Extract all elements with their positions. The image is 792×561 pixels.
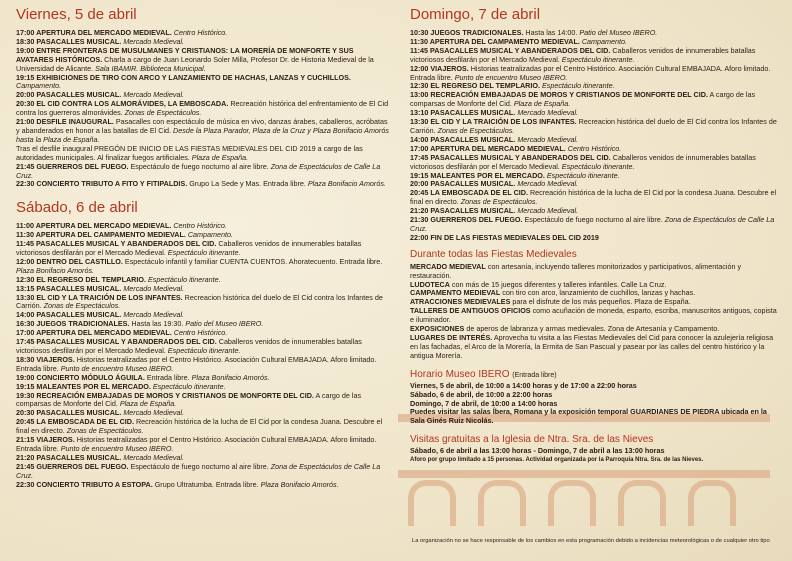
- event-heading: 19:15 MALEANTES POR EL MERCADO.: [16, 381, 151, 391]
- event-heading: 13:15 PASACALLES MUSICAL.: [16, 283, 122, 293]
- event-heading: 11:30 APERTURA DEL CAMPAMENTO MEDIEVAL.: [16, 230, 186, 240]
- event-description: Espectáculo infantil y familiar CUENTA CUENTOS. Ahoratecuento. Entrada libre.: [122, 256, 383, 266]
- event-location: Centro Histórico.: [173, 28, 228, 37]
- event-location: Plaza Bonifacio Amorós.: [16, 265, 95, 275]
- museum-line: Viernes, 5 de abril, de 10:00 a 14:00 horas y de 17:00 a 22:00 horas: [410, 380, 637, 390]
- event-location: Zona de Espectáculos de Calle La Cruz.: [16, 161, 381, 180]
- event-item: [16, 338, 390, 356]
- event-heading: 19:00 ENTRE FRONTERAS DE MUSULMANES Y CRISTIANOS: LA MORERÍA DE MONFORTE Y SUS AVATARES HISTÓRICOS.: [16, 45, 354, 64]
- event-heading: LUDOTECA: [410, 279, 450, 289]
- church-visits: [410, 447, 778, 465]
- event-heading: 17:00 APERTURA DEL MERCADO MEDIEVAL.: [410, 143, 566, 153]
- event-heading: 21:20 PASACALLES MUSICAL.: [410, 206, 516, 216]
- event-description: Caballeros venidos de innumerables batallas victoriosos desfilarán por el Mercado Medieval.: [16, 239, 362, 258]
- event-item: [410, 65, 778, 83]
- event-item: [16, 240, 390, 258]
- left-column: [16, 6, 390, 490]
- event-heading: 14:00 PASACALLES MUSICAL.: [410, 134, 516, 144]
- event-location: Campamento.: [16, 81, 62, 91]
- event-heading: LUGARES DE INTERÉS.: [410, 333, 493, 342]
- event-heading: 11:30 APERTURA DEL CAMPAMENTO MEDIEVAL.: [410, 36, 580, 46]
- event-location: Plaza de España.: [511, 99, 571, 109]
- event-heading: 21:45 GUERREROS DEL FUEGO.: [16, 461, 129, 471]
- event-description: Charla a cargo de Juan Leonardo Soler Milla, Profesor Dr. de Historia Medieval de la Universidad de Alicante.: [16, 54, 374, 73]
- event-location: Centro Histórico.: [173, 328, 228, 338]
- event-item: [16, 74, 390, 92]
- event-item: [16, 163, 390, 181]
- event-location: Mercado Medieval.: [517, 179, 579, 189]
- event-location: Mercado Medieval.: [123, 90, 185, 100]
- event-item: [16, 47, 390, 74]
- museum-hours: [410, 382, 778, 427]
- event-heading: 12:30 EL REGRESO DEL TEMPLARIO.: [16, 274, 146, 284]
- event-description: de aperos de labranza y armas medievales. Zona de Artesanía y Campamento.: [464, 324, 720, 334]
- event-location: Plaza de España.: [189, 152, 249, 162]
- event-location: Plaza Bonifacio Amorós.: [189, 372, 270, 382]
- event-heading: 21:30 GUERREROS DEL FUEGO.: [410, 215, 523, 225]
- event-heading: 20:30 EL CID CONTRA LOS ALMORÁVIDES, LA EMBOSCADA.: [16, 99, 229, 109]
- event-heading: 20:00 PASACALLES MUSICAL.: [410, 179, 516, 189]
- event-location: Mercado Medieval.: [123, 36, 185, 46]
- event-heading: 11:45 PASACALLES MUSICAL Y ABANDERADOS DEL CID.: [16, 239, 217, 249]
- event-description: Recreacion histórica del duelo de El Cid contra los Infantes de Carrión.: [16, 292, 383, 311]
- event-item: [410, 91, 778, 109]
- event-location: Mercado Medieval.: [517, 108, 579, 118]
- event-location: Mercado Medieval.: [123, 283, 185, 293]
- event-description: Caballeros venidos de innumerables batallas victoriosos desfilarán por el Mercado Medieval.: [410, 152, 756, 171]
- event-item: [16, 145, 390, 163]
- event-location: Zonas de Espectáculos.: [435, 125, 515, 135]
- event-description: con más de 15 juegos diferentes y talleres infantiles. Calle La Cruz.: [449, 279, 667, 289]
- event-item: [16, 180, 390, 189]
- all-festival-list: [410, 263, 778, 361]
- saturday-title: Sábado, 6 de abril: [16, 199, 138, 217]
- event-heading: 22:30 CONCIERTO TRIBUTO A FITO Y FITIPALDIS.: [16, 179, 188, 189]
- event-location: Patio del Museo IBERO.: [183, 319, 264, 329]
- event-description: con tiro con arco, lanzamiento de cuchillos, lanzas y hachas.: [500, 288, 696, 298]
- event-description: para el disfrute de los más pequeños. Plaza de España.: [510, 297, 691, 307]
- event-description: Grupo Ultratumba. Entrada libre.: [152, 479, 259, 489]
- event-location: Centro Histórico.: [173, 221, 227, 231]
- friday-events: [16, 29, 390, 189]
- event-location: Sala IBAMIR. Biblioteca Municipal.: [93, 63, 206, 73]
- event-location: Mercado Medieval.: [123, 408, 185, 418]
- church-line: Aforo por grupo limitado a 15 personas. Actividad organizada por la Parroquia Ntra. Sra. de las Nieves.: [410, 457, 704, 464]
- event-description: Historias teatralizadas por el Centro Histórico. Asociación Cultural EMBAJADA. Aforo limitado. Entrada libre.: [16, 354, 377, 373]
- event-location: Patio del Museo IBERO.: [577, 28, 658, 37]
- event-item: [410, 189, 778, 207]
- event-description: Espectáculo de fuego nocturno al aire libre.: [522, 215, 663, 225]
- event-description: con artesanía, incluyendo talleres monitorizados y participativos, alimentación y restauración.: [410, 261, 742, 280]
- event-item: [16, 418, 390, 436]
- church-title: Visitas gratuitas a la Iglesia de Ntra. Sra. de las Nieves: [410, 434, 654, 446]
- event-location: Mercado Medieval.: [517, 134, 579, 144]
- event-description: Pasacalles con espectáculo de música en vivo, danzas árabes, caballeros, acróbatas y abanderados en honor a las batallas de El Cid.: [16, 117, 388, 135]
- event-location: Desde la Plaza Parador, Plaza de la Cruz y Plaza Bonifacio Amorós hasta la Plaza de España.: [16, 125, 389, 144]
- event-location: Punto de encuentro Museo IBERO.: [58, 443, 174, 453]
- event-location: Espectáculo itinerante.: [165, 248, 241, 258]
- event-item: [16, 481, 390, 490]
- event-item: [16, 100, 390, 118]
- event-location: Punto de encuentro Museo IBERO.: [58, 363, 174, 373]
- event-heading: 13:30 EL CID Y LA TRAICIÓN DE LOS INFANTES.: [16, 292, 183, 302]
- event-item: [16, 356, 390, 374]
- event-location: Espectáculo itinerante.: [541, 81, 615, 91]
- event-item: [16, 463, 390, 481]
- event-location: Espectáculo itinerante.: [546, 170, 620, 180]
- event-heading: 20:00 PASACALLES MUSICAL.: [16, 90, 122, 100]
- event-description: A cargo de las comparsas de Monforte del Cid.: [16, 390, 362, 409]
- event-location: Zona de Espectáculos de Calle La Cruz.: [410, 215, 775, 233]
- event-location: Zonas de Espectáculos.: [41, 301, 121, 311]
- event-heading: 18:30 PASACALLES MUSICAL.: [16, 36, 122, 46]
- event-heading: 19:30 RECREACIÓN EMBAJADAS DE MOROS Y CRISTIANOS DE MONFORTE DEL CID.: [16, 390, 314, 400]
- event-heading: 18:30 VIAJEROS.: [16, 354, 75, 364]
- event-location: Espectáculo itinerante.: [152, 381, 226, 391]
- event-heading: 20:45 LA EMBOSCADA DE EL CID.: [16, 417, 134, 427]
- event-description: Recreación histórica del enfrentamiento de El Cid contra los guerreros almorávides.: [16, 99, 389, 118]
- event-heading: 10:30 JUEGOS TRADICIONALES.: [410, 28, 524, 37]
- event-heading: EXPOSICIONES: [410, 324, 465, 334]
- event-heading: 21:00 DESFILE INAUGURAL.: [16, 117, 114, 127]
- event-description: Hasta las 19:30.: [129, 319, 184, 329]
- event-description: Historias teatralizadas por el Centro Histórico. Asociación Cultural EMBAJADA. Aforo limitado. Entrada libre.: [410, 63, 771, 82]
- event-description: Recreacion histórica del duelo de El Cid contra los Infantes de Carrión.: [410, 117, 777, 135]
- disclaimer: La organización no se hace responsable de los cambios en esta programación debido a incidencias meteorológicas o de cualquier otro tipo: [412, 538, 770, 544]
- event-location: Campamento.: [581, 36, 628, 46]
- event-description: Caballeros venidos de innumerables batallas victoriosos desfilarán por el Mercado Medieval.: [410, 45, 756, 64]
- museum-line: Domingo, 7 de abril, de 10:00 a 14:00 horas: [410, 398, 558, 408]
- event-heading: 21:20 PASACALLES MUSICAL.: [16, 452, 122, 462]
- event-heading: 21:15 VIAJEROS.: [16, 435, 75, 445]
- event-location: Zona de Espectáculos de Calle La Cruz.: [16, 461, 381, 480]
- event-description: Entrada libre.: [144, 372, 190, 382]
- event-item: [410, 154, 778, 172]
- event-description: como acuñación de moneda, esparto, escriba, manuscritos antiguos, copista e iluminador.: [410, 306, 777, 325]
- event-item: [16, 258, 390, 276]
- event-location: Centro Histórico.: [567, 143, 622, 153]
- event-description: Tras el desfile inaugural PREGÓN DE INICIO DE LAS FIESTAS MEDIEVALES DEL CID 2019 a cargo de las autoridades municipales. Al finalizar fuegos artificiales.: [16, 143, 363, 162]
- event-item: [410, 118, 778, 136]
- event-item: [16, 436, 390, 454]
- saturday-events: [16, 222, 390, 489]
- event-description: Hasta las 14:00.: [523, 28, 578, 37]
- event-location: Punto de encuentro Museo IBERO.: [452, 72, 568, 82]
- event-location: Plaza de España.: [117, 399, 177, 409]
- event-item: [410, 47, 778, 65]
- event-item: [16, 118, 390, 145]
- event-location: Mercado Medieval.: [123, 310, 185, 320]
- event-heading: 12:00 VIAJEROS.: [410, 63, 469, 73]
- event-description: Recreación histórica de la lucha de El Cid por la condesa Juana. Descubre el final en directo.: [410, 188, 777, 207]
- event-heading: 17:45 PASACALLES MUSICAL Y ABANDERADOS DEL CID.: [16, 337, 217, 347]
- event-location: Zonas de Espectáculos.: [122, 108, 202, 118]
- event-location: Mercado Medieval.: [123, 452, 185, 462]
- event-heading: 20:30 PASACALLES MUSICAL.: [16, 408, 122, 418]
- event-location: Zonas de Espectáculos.: [458, 197, 538, 207]
- event-heading: 14:00 PASACALLES MUSICAL.: [16, 310, 122, 320]
- event-description: A cargo de las comparsas de Monforte del Cid.: [410, 90, 756, 109]
- event-heading: 12:00 DENTRO DEL CASTILLO.: [16, 256, 123, 266]
- sunday-title: Domingo, 7 de abril: [410, 6, 541, 23]
- event-item: [410, 216, 778, 234]
- event-heading: 19:15 MALEANTES POR EL MERCADO.: [410, 170, 545, 180]
- event-heading: TALLERES DE ANTIGUOS OFICIOS: [410, 306, 531, 316]
- event-heading: 16:30 JUEGOS TRADICIONALES.: [16, 319, 130, 329]
- event-heading: 21:45 GUERREROS DEL FUEGO.: [16, 161, 129, 171]
- event-description: Caballeros venidos de innumerables batallas victoriosos desfilarán por el Mercado Medieval.: [16, 337, 362, 355]
- event-heading: 11:00 APERTURA DEL MERCADO MEDIEVAL.: [16, 221, 172, 231]
- event-location: Zonas de Espectáculos.: [64, 426, 144, 436]
- right-column: [410, 6, 778, 465]
- event-item: [16, 392, 390, 410]
- event-heading: 22:00 FIN DE LAS FIESTAS MEDIEVALES DEL CID 2019: [410, 232, 599, 242]
- event-heading: MERCADO MEDIEVAL: [410, 261, 486, 271]
- event-heading: 13:10 PASACALLES MUSICAL.: [410, 108, 516, 118]
- event-description: Recreación histórica de la lucha de El Cid por la condesa Juana. Descubre el final en directo.: [16, 417, 383, 436]
- event-heading: 11:45 PASACALLES MUSICAL Y ABANDERADOS DEL CID.: [410, 45, 611, 55]
- event-location: Espectáculo itinerante.: [165, 346, 241, 355]
- event-item: [410, 234, 778, 243]
- event-heading: 13:00 RECREACIÓN EMBAJADAS DE MOROS Y CRISTIANOS DE MONFORTE DEL CID.: [410, 90, 708, 100]
- event-location: Plaza Bonifacio Amorós.: [305, 179, 386, 189]
- event-heading: 17:45 PASACALLES MUSICAL Y ABANDERADOS DEL CID.: [410, 152, 611, 162]
- event-location: Espectáculo itinerante.: [559, 161, 635, 171]
- event-location: Espectáculo itinerante.: [559, 54, 635, 64]
- event-description: Historias teatralizadas por el Centro Histórico. Asociación Cultural EMBAJADA. Aforo limitado. Entrada libre.: [16, 435, 377, 453]
- event-heading: 22:30 CONCIERTO TRIBUTO A ESTOPA.: [16, 479, 153, 489]
- event-heading: CAMPAMENTO MEDIEVAL: [410, 288, 501, 298]
- event-heading: 17:00 APERTURA DEL MERCADO MEDIEVAL.: [16, 28, 172, 37]
- event-heading: 17:00 APERTURA DEL MERCADO MEDIEVAL.: [16, 328, 172, 338]
- event-heading: 13:30 EL CID Y LA TRAICIÓN DE LOS INFANTES.: [410, 117, 577, 127]
- event-heading: 19:15 EXHIBICIONES DE TIRO CON ARCO Y LANZAMIENTO DE HACHAS, LANZAS Y CUCHILLOS.: [16, 72, 351, 82]
- museum-line: Puedes visitar las salas Íbera, Romana y la exposición temporal GUARDIANES DE PIEDRA ubicada en la Sala Ginés Ruiz Nicolás.: [410, 407, 767, 426]
- event-location: Mercado Medieval.: [517, 206, 579, 216]
- event-item: [410, 334, 778, 361]
- event-heading: ATRACCIONES MEDIEVALES: [410, 297, 511, 307]
- event-description: Grupo La Sede y Mas. Entrada libre.: [187, 179, 306, 189]
- event-heading: 12:30 EL REGRESO DEL TEMPLARIO.: [410, 81, 540, 91]
- event-item: [410, 263, 778, 281]
- event-item: [16, 294, 390, 312]
- museum-title: Horario Museo IBERO (Entrada libre): [410, 368, 557, 380]
- event-location: Plaza Bonifacio Amorós.: [258, 479, 339, 489]
- all-festival-title: Durante todas las Fiestas Medievales: [410, 248, 577, 260]
- event-location: Espectáculo itinerante.: [147, 274, 221, 284]
- museum-line: Sábado, 6 de abril, de 10:00 a 22:00 horas: [410, 389, 553, 399]
- event-item: [410, 307, 778, 325]
- event-description: Espectáculo de fuego nocturno al aire libre.: [128, 161, 269, 171]
- event-heading: 20:45 LA EMBOSCADA DE EL CID.: [410, 188, 528, 198]
- church-line: Sábado, 6 de abril a las 13:00 horas - Domingo, 7 de abril a las 13:00 horas: [410, 446, 665, 456]
- event-description: Aprovecha tu visita a las Fiestas Medievales del Cid para conocer la azulejería religiosa en las fachadas, el Arco de la Morería, la Ermita de San Pascual y pasear por las calles del centro histórico y la antigua Morería.: [410, 333, 774, 360]
- friday-title: Viernes, 5 de abril: [16, 6, 137, 23]
- event-location: Campamento.: [187, 230, 234, 240]
- event-description: Espectáculo de fuego nocturno al aire libre.: [128, 461, 269, 471]
- event-heading: 19:00 CONCIERTO MÓDULO ÁGUILA.: [16, 372, 145, 382]
- sunday-events: [410, 29, 778, 243]
